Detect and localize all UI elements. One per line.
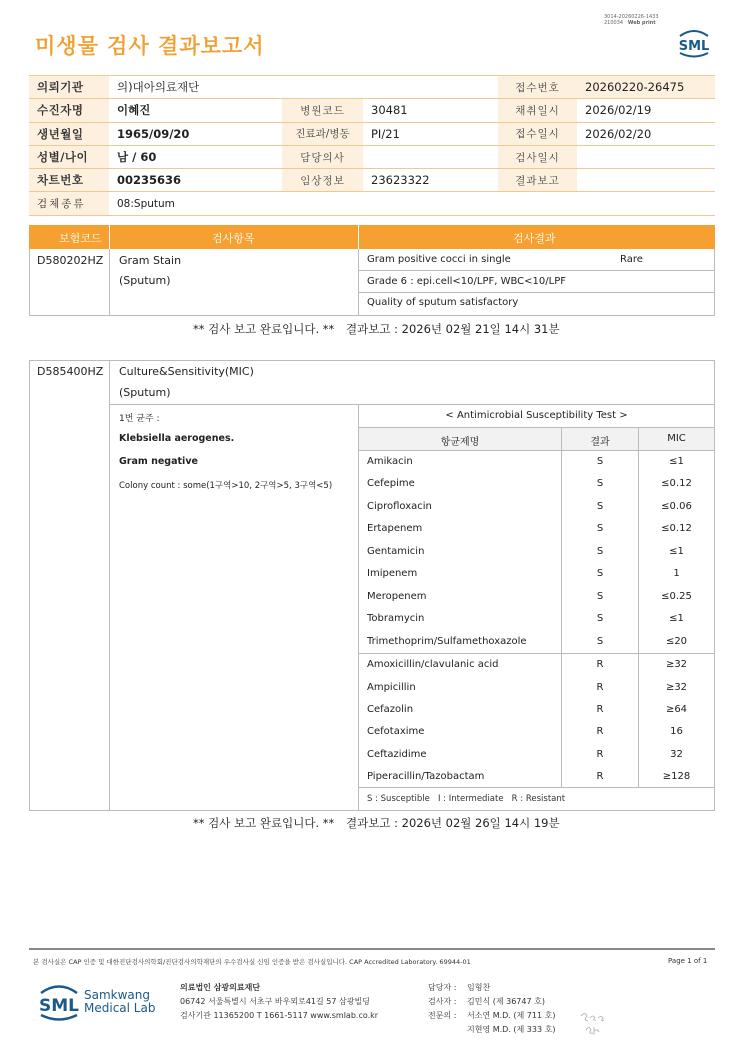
antibiotic-name: Piperacillin/Tazobactam: [367, 771, 485, 783]
footer-logo-text: [84, 989, 155, 1015]
antibiotic-name: Trimethoprim/Sulfamethoxazole: [367, 635, 527, 647]
label-doctor: 담당의사: [282, 145, 363, 168]
staff-manager: 임형찬: [467, 983, 491, 992]
antibiotic-name: Cefazolin: [367, 703, 414, 715]
collect-date-value: 2026/02/19: [577, 99, 715, 122]
ast-row: [359, 744, 714, 767]
ast-row: [359, 608, 714, 631]
antibiotic-mic: ≤1: [669, 613, 684, 625]
antibiotic-result: S: [596, 590, 604, 602]
test1-result2: Grade 6 : epi.cell<10/LPF, WBC<10/LPF: [367, 276, 566, 287]
divider: [359, 292, 714, 293]
ast-row: [359, 518, 714, 541]
label-institution: 의뢰기관: [29, 76, 109, 99]
report-value: [577, 169, 715, 192]
dept-value: PI/21: [363, 122, 498, 145]
birth-value: 1965/09/20: [109, 122, 282, 145]
antibiotic-name: Ampicillin: [367, 681, 416, 693]
patient-row: [29, 76, 715, 99]
antibiotic-name: Meropenem: [367, 590, 427, 602]
strain-label: 1번 균주 :: [119, 414, 160, 424]
antibiotic-result: R: [596, 726, 604, 738]
ast-header-result: 결과: [590, 437, 610, 448]
antibiotic-name: Ertapenem: [367, 523, 423, 535]
test1-result3: Quality of sputum satisfactory: [367, 297, 519, 308]
patient-name-value: 이혜진: [109, 99, 282, 122]
label-receipt-date: 접수일시: [498, 122, 577, 145]
footer-logo-name2: Medical Lab: [84, 1001, 156, 1015]
label-birth: 생년월일: [29, 122, 109, 145]
divider: [109, 404, 714, 405]
antibiotic-result: R: [596, 771, 604, 783]
ast-title: < Antimicrobial Susceptibility Test >: [445, 410, 628, 421]
antibiotic-name: Gentamicin: [367, 545, 425, 557]
ast-legend: S : Susceptible I : Intermediate R : Resistant: [367, 794, 566, 804]
test1-item-specimen: (Sputum): [119, 274, 171, 287]
column-result: 검사결과: [513, 232, 556, 245]
report-title: 미생물 검사 결과보고서: [35, 34, 265, 58]
antibiotic-result: S: [596, 568, 604, 580]
receipt-date-value: 2026/02/20: [577, 122, 715, 145]
divider: [359, 270, 714, 271]
ast-header-drug: 항균제명: [440, 437, 480, 448]
hospital-code-value: 30481: [363, 99, 498, 122]
antibiotic-mic: ≥64: [665, 703, 688, 715]
chart-value: 00235636: [109, 169, 282, 192]
patient-row: [29, 169, 715, 192]
patient-row: [29, 192, 715, 215]
antibiotic-mic: ≤0.06: [661, 500, 692, 512]
antibiotic-name: Ciprofloxacin: [367, 500, 432, 512]
test2-item: Culture&Sensitivity(MIC): [119, 365, 254, 378]
header-divider: [358, 225, 359, 249]
page-number: Page 1 of 1: [668, 957, 708, 965]
patient-info-table: [29, 75, 715, 216]
ast-row: [359, 721, 714, 744]
cert-statement: 본 검사실은 CAP 인증 및 대한진단검사의학회/진단검사의학재단의 우수검사실 신임 인증을 받은 검사실입니다. CAP Accredited Laboratory. 69944-01: [33, 958, 471, 966]
staff-label-specialist: 전문의 :: [428, 1011, 457, 1020]
label-collect-date: 채취일시: [498, 99, 577, 122]
antibiotic-result: R: [596, 703, 604, 715]
document-code: [604, 14, 659, 26]
clinical-value: 23623322: [363, 169, 498, 192]
gram-result: Gram negative: [119, 456, 198, 467]
receipt-no-value: 20260220-26475: [577, 76, 715, 99]
sml-footer-logo-icon: [36, 982, 82, 1022]
antibiotic-name: Cefotaxime: [367, 726, 425, 738]
ast-row: [359, 654, 714, 677]
document-code-line2: 210034 Web print: [604, 20, 656, 26]
specimen-value: 08:Sputum: [109, 192, 715, 215]
antibiotic-result: S: [596, 635, 604, 647]
institution-value: 의)대아의료재단: [109, 76, 498, 99]
svg-text:SML: SML: [678, 39, 710, 54]
antibiotic-mic: 1: [673, 568, 680, 580]
divider: [358, 249, 359, 316]
column-code: 보험코드: [59, 232, 102, 245]
signature-icon: [578, 1008, 608, 1038]
column-item: 검사항목: [212, 232, 255, 245]
antibiotic-mic: ≤1: [669, 456, 684, 467]
results-header-bar: [29, 225, 715, 249]
antibiotic-mic: ≥128: [662, 771, 691, 783]
antibiotic-result: R: [596, 748, 604, 760]
ast-header-row: [359, 428, 714, 450]
staff-label-tester: 검사자 :: [428, 997, 457, 1006]
antibiotic-name: Cefepime: [367, 478, 415, 490]
antibiotic-mic: ≥32: [665, 659, 688, 671]
antibiotic-name: Tobramycin: [367, 613, 425, 625]
label-clinical: 임상정보: [282, 169, 363, 192]
colony-count: Colony count : some(1구역>10, 2구역>5, 3구역<5): [119, 481, 333, 491]
antibiotic-result: S: [596, 523, 604, 535]
antibiotic-result: R: [596, 659, 604, 671]
test1-result1-level: Rare: [620, 254, 643, 265]
ast-row: [359, 473, 714, 496]
label-receipt-no: 접수번호: [498, 76, 577, 99]
antibiotic-mic: ≤20: [665, 635, 688, 647]
label-report: 결과보고: [498, 169, 577, 192]
test2-code: D585400HZ: [37, 365, 104, 378]
ast-row: [359, 631, 714, 654]
document-code-line1: 3014-20260226-1433: [604, 14, 659, 20]
label-chart: 차트번호: [29, 169, 109, 192]
patient-row: [29, 122, 715, 145]
antibiotic-result: S: [596, 545, 604, 557]
test1-code: D580202HZ: [37, 254, 104, 267]
antibiotic-mic: ≤0.12: [661, 478, 692, 490]
antibiotic-result: S: [596, 500, 604, 512]
staff-specialist2: 지현영 M.D. (제 333 호): [467, 1025, 556, 1034]
ast-header-mic: MIC: [667, 433, 686, 444]
org-name: 의료법인 삼광의료재단: [180, 983, 261, 992]
antibiotic-result: R: [596, 681, 604, 693]
test2-completion: ** 검사 보고 완료입니다. **: [193, 816, 335, 830]
org-address: 06742 서울특별시 서초구 바우뫼로41길 57 삼광빌딩: [180, 997, 370, 1006]
antibiotic-mic: ≤0.25: [661, 590, 692, 602]
label-hospital-code: 병원코드: [282, 99, 363, 122]
label-test-date: 검사일시: [498, 145, 577, 168]
antibiotic-name: Imipenem: [367, 568, 418, 580]
ast-row: [359, 541, 714, 564]
label-dept: 진료과/병동: [282, 122, 363, 145]
test1-result1: Gram positive cocci in single: [367, 254, 511, 265]
ast-row: [359, 496, 714, 519]
ast-row: [359, 677, 714, 700]
footer-logo-name1: Samkwang: [84, 988, 150, 1002]
antibiotic-result: S: [596, 478, 604, 490]
org-contact: 검사기관 11365200 T 1661-5117 www.smlab.co.kr: [180, 1011, 379, 1020]
test1-item: Gram Stain: [119, 254, 182, 267]
divider: [109, 360, 110, 810]
antibiotic-mic: ≥32: [665, 681, 688, 693]
ast-row: [359, 563, 714, 586]
antibiotic-mic: ≤0.12: [661, 523, 692, 535]
antibiotic-mic: ≤1: [669, 545, 684, 557]
test2-item-specimen: (Sputum): [119, 386, 171, 399]
sml-logo-icon: [676, 28, 712, 58]
antibiotic-mic: 32: [670, 748, 683, 760]
svg-text:SML: SML: [39, 996, 79, 1016]
footer-divider: [29, 948, 715, 950]
test1-report-time: 결과보고 : 2026년 02월 21일 14시 31분: [346, 322, 560, 336]
staff-tester: 김민식 (제 36747 호): [467, 997, 545, 1006]
test2-report-time: 결과보고 : 2026년 02월 26일 14시 19분: [346, 816, 560, 830]
antibiotic-name: Amoxicillin/clavulanic acid: [367, 659, 499, 671]
patient-row: [29, 145, 715, 168]
sex-age-value: 남 / 60: [109, 145, 282, 168]
test-date-value: [577, 145, 715, 168]
test1-completion: ** 검사 보고 완료입니다. **: [193, 322, 335, 336]
ast-row: [359, 699, 714, 722]
staff-specialist1: 서소연 M.D. (제 711 호): [467, 1011, 556, 1020]
organism-name: Klebsiella aerogenes.: [119, 433, 235, 444]
antibiotic-name: Amikacin: [367, 456, 413, 467]
label-specimen: 검체종류: [29, 192, 109, 215]
patient-row: [29, 99, 715, 122]
antibiotic-result: S: [596, 613, 604, 625]
antibiotic-mic: 16: [670, 726, 683, 738]
divider: [109, 249, 110, 316]
antibiotic-name: Ceftazidime: [367, 748, 427, 760]
ast-row: [359, 586, 714, 609]
antibiotic-result: S: [596, 456, 604, 467]
ast-row: [359, 451, 714, 474]
label-name: 수진자명: [29, 99, 109, 122]
header-divider: [109, 225, 110, 249]
ast-row: [359, 766, 714, 789]
staff-label-manager: 담당자 :: [428, 983, 457, 992]
doctor-value: [363, 145, 498, 168]
label-sex-age: 성별/나이: [29, 145, 109, 168]
